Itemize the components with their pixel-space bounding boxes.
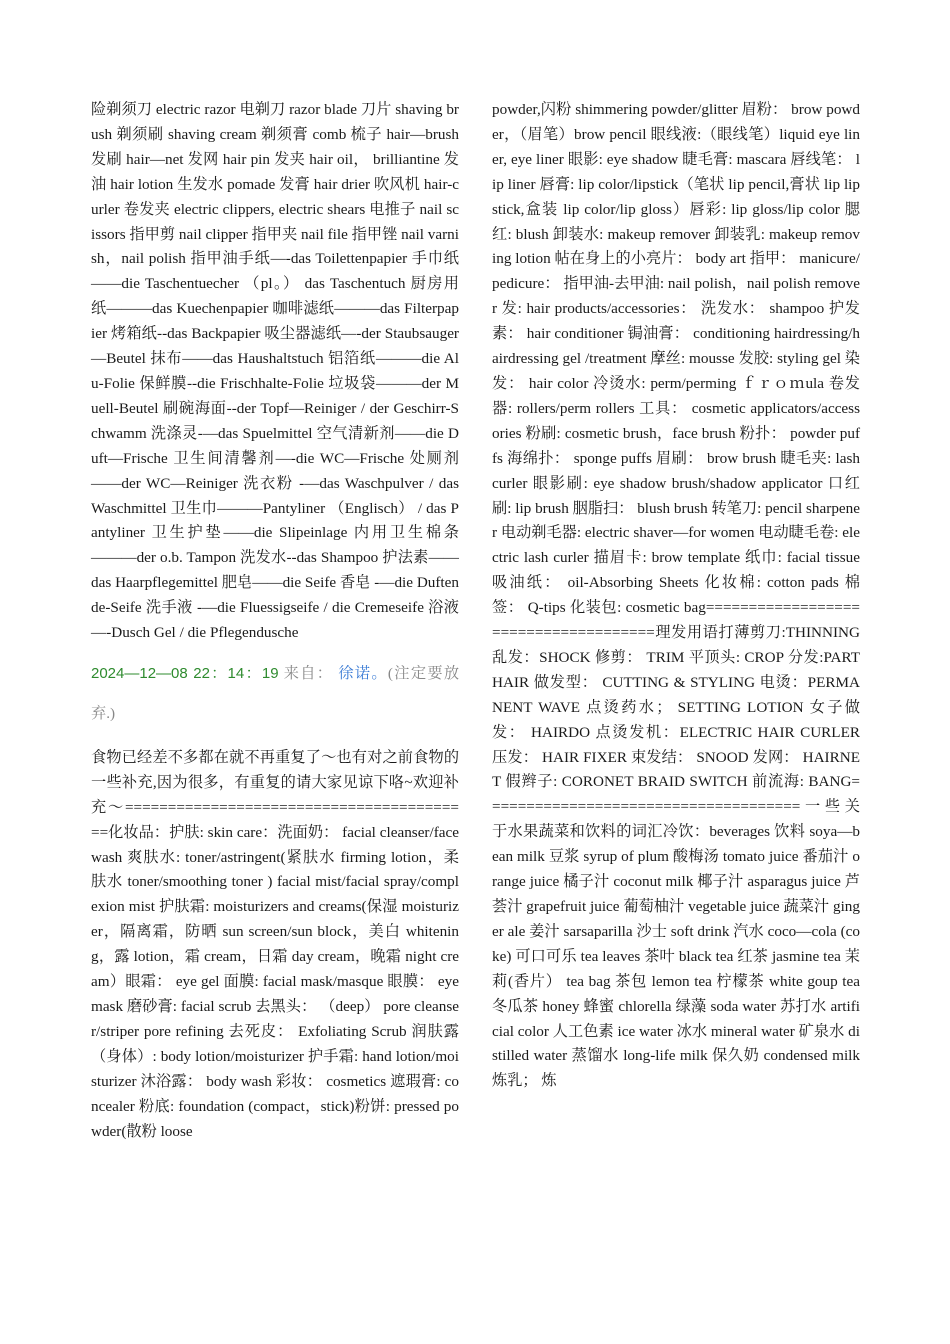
post-from-label: 来自： xyxy=(283,664,334,682)
post-author-link[interactable]: 徐诺。 xyxy=(338,664,388,682)
left-column xyxy=(91,98,459,1144)
post-meta xyxy=(91,654,459,734)
right-column xyxy=(492,98,860,1094)
post-note: (注定要放弃.) xyxy=(91,664,460,722)
left-paragraph-toiletries: 险剃须刀 electric razor 电剃刀 razor blade 刀片 shaving brush 剃须刷 shaving cream 剃须膏 comb 梳子 hair—brush 发刷 hair—net 发网 hair pin 发夹 hair oil， brilliantine 发油 hair lotion 生发水 pomade 发膏 hair drier 吹风机 hair-curler 卷发夹 electric clippers, electric shears 电推子 nail scissors 指甲剪 nail clipper 指甲夹 nail file 指甲锉 nail varnish，nail polish 指甲油手纸—-das Toilettenpapier 手巾纸——die Taschentuecher （pl。） das Taschentuch 厨房用纸———das Kuechenpapier 咖啡滤纸———das Filterpapier 烤箱纸--das Backpapier 吸尘器滤纸—-der Staubsauger—Beutel 抹布——das Haushaltstuch 铝箔纸———die Alu-Folie 保鲜膜--die Frischhalte-Folie 垃圾袋———der Muell-Beutel 刷碗海面--der Topf—Reiniger / der Geschirr-Schwamm 洗涤灵-—das Spuelmittel 空气清新剂——die Duft—Frische 卫生间清馨剂—-die WC—Frische 处厕剂——der WC—Reiniger 洗衣粉 -—das Waschpulver / das Waschmittel 卫生巾———Pantyliner （Englisch） / das Pantyliner 卫生护垫——die Slipeinlage 内用卫生棉条———der o.b. Tampon 洗发水--das Shampoo 护法素——das Haarpflegemittel 肥皂——die Seife 香皂 -—die Duftende-Seife 洗手液 -—die Fluessigseife / die Cremeseife 浴液—-Dusch Gel / die Pflegendusche xyxy=(91,101,459,642)
right-paragraph-cosmetics-hair-drinks: powder,闪粉 shimmering powder/glitter 眉粉： brow powder，（眉笔）brow pencil 眼线液:（眼线笔）liquid eye liner, eye liner 眼影: eye shadow 睫毛膏: mascara 唇线笔： lip liner 唇膏: lip color/lipstick（笔状 lip pencil,膏状 lip lipstick,盒装 lip color/lip gloss）唇彩: lip gloss/lip color 腮红: blush 卸装水: makeup remover 卸装乳: makeup removing lotion 帖在身上的小亮片： body art 指甲： manicure/pedicure： 指甲油-去甲油: nail polish，nail polish remover 发: hair products/accessories： 洗发水： shampoo 护发素： hair conditioner 锔油膏： conditioning hairdressing/hairdressing gel /treatment 摩丝: mousse 发胶: styling gel 染发： hair color 冷烫水: perm/perming ｆｒｏｍula 卷发器: rollers/perm rollers 工具： cosmetic applicators/accessories 粉刷: cosmetic brush，face brush 粉扑： powder puffs 海绵扑： sponge puffs 眉刷： brow brush 睫毛夹: lash curler 眼影刷: eye shadow brush/shadow applicator 口红刷: lip brush 胭脂扫： blush brush 转笔刀: pencil sharpener 电动剃毛器: electric shaver—for women 电动睫毛卷: electric lash curler 描眉卡: brow template 纸巾: facial tissue 吸油纸： oil-Absorbing Sheets 化妆棉: cotton pads 棉签： Q-tips 化装包: cosmetic bag=====================================理发用语打薄剪刀:THINNING 乱发：SHOCK 修剪： TRIM 平顶头: CROP 分发:PART HAIR 做发型： CUTTING & STYLING 电烫：PERMANENT WAVE 点烫药水； SETTING LOTION 女子做发： HAIRDO 点烫发机：ELECTRIC HAIR CURLER 压发： HAIR FIXER 束发结： SNOOD 发网： HAIRNET 假辫子: CORONET BRAID SWITCH 前流海: BANG=====================================一些关于水果蔬菜和饮料的词汇冷饮：beverages 饮料 soya—bean milk 豆浆 syrup of plum 酸梅汤 tomato juice 番茄汁 orange juice 橘子汁 coconut milk 椰子汁 asparagus juice 芦荟汁 grapefruit juice 葡萄柚汁 vegetable juice 蔬菜汁 ginger ale 姜汁 sarsaparilla 沙士 soft drink 汽水 coco—cola (coke) 可口可乐 tea leaves 茶叶 black tea 红茶 jasmine tea 茉莉(香片） tea bag 茶包 lemon tea 柠檬茶 white goup tea 冬瓜茶 honey 蜂蜜 chlorella 绿藻 soda water 苏打水 artificial color 人工色素 ice water 冰水 mineral water 矿泉水 distilled water 蒸馏水 long-life milk 保久奶 condensed milk 炼乳； 炼 xyxy=(492,101,860,1090)
post-timestamp: 2024—12—08 22：14：19 xyxy=(91,664,279,682)
left-paragraph-cosmetics: 食物已经差不多都在就不再重复了～也有对之前食物的一些补充,因为很多，有重复的请大家见谅下咯~欢迎补充～=========================================化妆品：护肤: skin care：洗面奶： facial cleanser/face wash 爽肤水: toner/astringent(紧肤水 firming lotion，柔肤水 toner/smoothing toner ) facial mist/facial spray/complexion mist 护肤霜: moisturizers and creams(保湿 moisturizer，隔离霜，防晒 sun screen/sun block，美白 whitening，露 lotion，霜 cream，日霜 day cream，晚霜 night cream）眼霜： eye gel 面膜: facial mask/masque 眼膜： eye mask 磨砂膏: facial scrub 去黑头： （deep） pore cleanser/striper pore refining 去死皮： Exfoliating Scrub 润肤露（身体）: body lotion/moisturizer 护手霜: hand lotion/moisturizer 沐浴露： body wash 彩妆： cosmetics 遮瑕膏: concealer 粉底: foundation (compact，stick)粉饼: pressed powder(散粉 loose xyxy=(91,748,459,1140)
